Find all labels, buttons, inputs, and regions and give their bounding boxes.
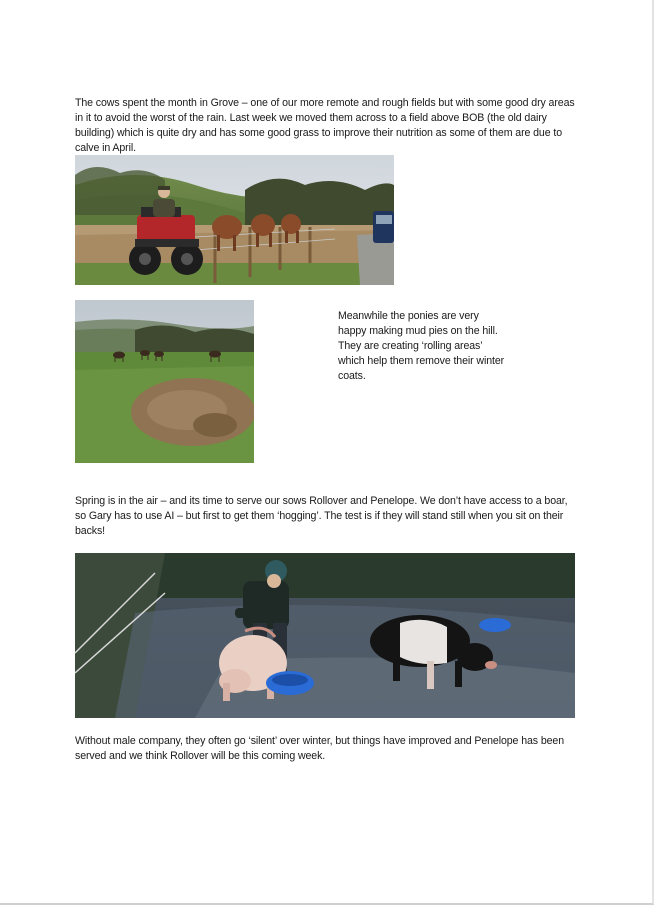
cows-quad-bike-photo (75, 155, 394, 285)
intro-paragraph: The cows spent the month in Grove – one of our more remote and rough fields but with some good dry areas in it to avoid the worst of the rain. Last week we moved them across to a field above BOB (the old dairy building) which is quite dry and has some good grass to improve their nutrition as some of them are due to calve in April. (75, 97, 575, 154)
pigs-yard-photo (75, 553, 575, 718)
ponies-paragraph: Meanwhile the ponies are very happy making mud pies on the hill. They are creating ‘rolling areas’ which help them remove their winter coats. (338, 310, 505, 382)
spring-paragraph: Spring is in the air – and its time to serve our sows Rollover and Penelope. We don’t have access to a boar, so Gary has to use AI – but first to get them ‘hogging’. The test is if they will stand still when you sit on their backs! (75, 495, 568, 537)
ponies-field-photo (75, 300, 254, 463)
outro-paragraph: Without male company, they often go ‘silent’ over winter, but things have improved and Penelope has been served and we think Rollover will be this coming week. (75, 735, 564, 762)
